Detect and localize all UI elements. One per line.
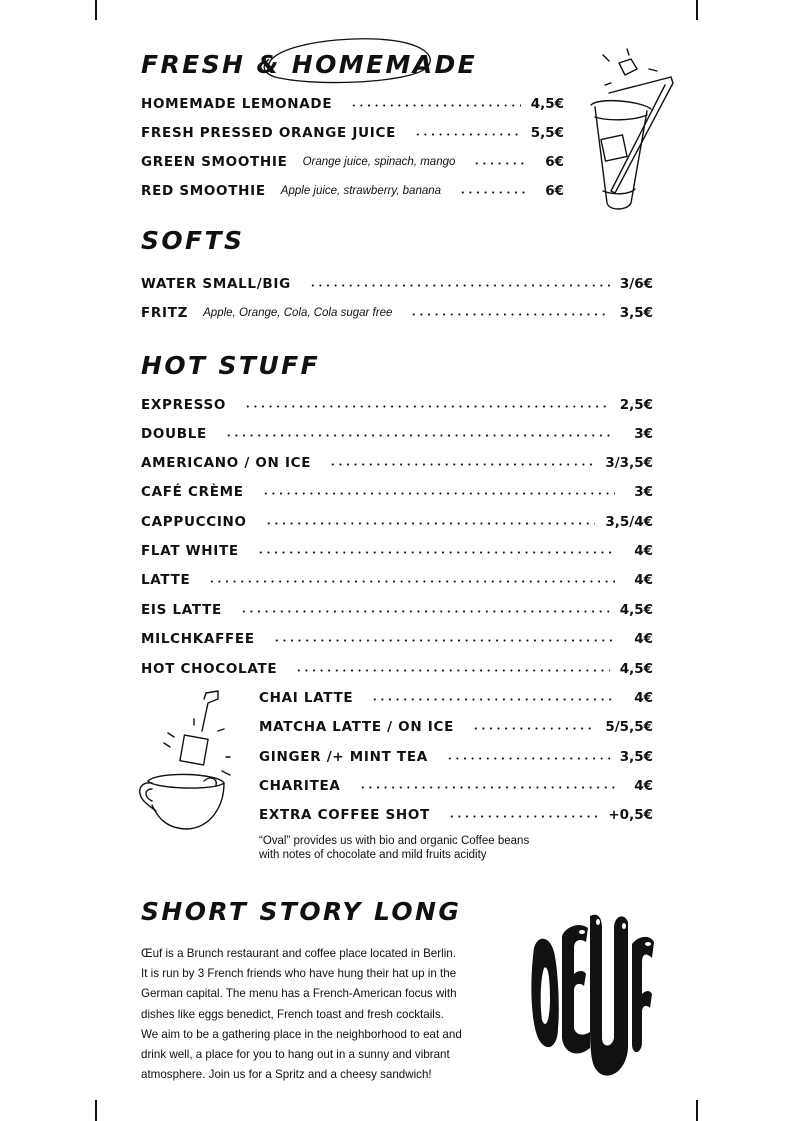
item-description: Apple juice, strawberry, banana [280, 185, 442, 197]
item-name: WATER SMALL/BIG [141, 276, 291, 292]
item-price: 4€ [634, 631, 653, 647]
menu-item-ginger-mint-tea [259, 747, 653, 767]
item-price: 5,5€ [530, 125, 564, 141]
menu-item-water [141, 274, 653, 294]
menu-item-hot-chocolate [141, 659, 653, 679]
dot-leader [448, 815, 598, 818]
menu-item-expresso [141, 395, 653, 415]
story-paragraph [141, 944, 501, 1085]
dot-leader [208, 580, 615, 583]
menu-item-orange-juice [141, 123, 564, 143]
menu-item-americano [141, 453, 653, 473]
item-price: 3,5€ [619, 305, 653, 321]
dot-leader [329, 463, 595, 466]
menu-item-chai-latte [259, 688, 653, 708]
item-price: 4,5€ [530, 96, 564, 112]
dot-leader [262, 492, 615, 495]
item-name: EIS LATTE [141, 602, 222, 618]
item-price: 4€ [634, 543, 653, 559]
dot-leader [225, 434, 615, 437]
item-price: 3,5€ [619, 749, 653, 765]
item-name: HOMEMADE LEMONADE [141, 96, 333, 112]
dot-leader [273, 639, 615, 642]
note-line-1: “Oval” provides us with bio and organic Coffee beans [259, 835, 530, 847]
section-title-story: SHORT STORY LONG [141, 897, 462, 926]
crop-mark-bottom-left [95, 1100, 97, 1121]
section-title-fresh: FRESH & HOMEMADE [141, 50, 478, 79]
story-line: It is run by 3 French friends who have hung their hat up in the [141, 967, 457, 981]
item-name: GINGER /+ MINT TEA [259, 749, 428, 765]
item-name: DOUBLE [141, 426, 207, 442]
dot-leader [350, 104, 520, 107]
crop-mark-top-right [696, 0, 698, 20]
item-price: 3/3,5€ [605, 455, 653, 471]
item-price: 4,5€ [619, 602, 653, 618]
item-price: +0,5€ [608, 807, 653, 823]
dot-leader [295, 669, 609, 672]
menu-item-matcha-latte [259, 717, 653, 737]
story-line: drink well, a place for you to hang out in a sunny and vibrant [141, 1048, 450, 1062]
item-price: 3€ [634, 426, 653, 442]
menu-item-cappuccino [141, 512, 653, 532]
item-price: 2,5€ [619, 397, 653, 413]
item-price: 4,5€ [619, 661, 653, 677]
dot-leader [414, 133, 521, 136]
dot-leader [472, 727, 595, 730]
dot-leader [244, 405, 610, 408]
note-line-2: with notes of chocolate and mild fruits acidity [259, 849, 487, 861]
dot-leader [446, 757, 610, 760]
item-name: HOT CHOCOLATE [141, 661, 278, 677]
menu-item-cafe-creme [141, 482, 653, 502]
item-name: MATCHA LATTE / ON ICE [259, 719, 455, 735]
drink-glass-icon [585, 45, 685, 215]
section-title-hot-stuff: HOT STUFF [141, 351, 321, 380]
oeuf-logo [528, 908, 658, 1088]
menu-item-double [141, 424, 653, 444]
dot-leader [309, 284, 610, 287]
menu-item-milchkaffee [141, 629, 653, 649]
story-line: We aim to be a gathering place in the neighborhood to eat and [141, 1027, 462, 1041]
section-title-softs: SOFTS [141, 226, 245, 255]
menu-item-green-smoothie [141, 152, 564, 172]
item-name: CAFÉ CRÈME [141, 484, 244, 500]
item-name: FRESH PRESSED ORANGE JUICE [141, 125, 396, 141]
menu-item-charitea [259, 776, 653, 796]
item-name: CHAI LATTE [259, 690, 354, 706]
menu-item-homemade-lemonade [141, 94, 564, 114]
dot-leader [359, 786, 615, 789]
tea-cup-icon [138, 685, 248, 835]
item-price: 3,5/4€ [605, 514, 653, 530]
dot-leader [473, 162, 526, 165]
story-line: Œuf is a Brunch restaurant and coffee place located in Berlin. [141, 947, 456, 960]
item-name: FLAT WHITE [141, 543, 239, 559]
item-name: MILCHKAFFEE [141, 631, 255, 647]
item-description: Orange juice, spinach, mango [302, 156, 456, 168]
item-price: 6€ [545, 154, 564, 170]
item-name: GREEN SMOOTHIE [141, 154, 288, 170]
dot-leader [371, 698, 615, 701]
story-line: German capital. The menu has a French-American focus with [141, 987, 457, 1001]
menu-item-red-smoothie [141, 181, 564, 201]
item-name: CAPPUCCINO [141, 514, 247, 530]
coffee-bean-note [259, 834, 579, 862]
menu-item-fritz [141, 303, 653, 323]
menu-item-latte [141, 570, 653, 590]
item-name: EXPRESSO [141, 397, 227, 413]
item-name: EXTRA COFFEE SHOT [259, 807, 430, 823]
item-price: 3€ [634, 484, 653, 500]
item-price: 4€ [634, 778, 653, 794]
story-line: atmosphere. Join us for a Spritz and a cheesy sandwich! [141, 1068, 432, 1082]
item-name: RED SMOOTHIE [141, 183, 266, 199]
item-name: CHARITEA [259, 778, 341, 794]
dot-leader [459, 191, 526, 194]
crop-mark-top-left [95, 0, 97, 20]
item-name: LATTE [141, 572, 191, 588]
item-name: AMERICANO / ON ICE [141, 455, 312, 471]
dot-leader [265, 522, 596, 525]
menu-item-eis-latte [141, 600, 653, 620]
item-price: 5/5,5€ [605, 719, 653, 735]
item-price: 4€ [634, 690, 653, 706]
item-price: 4€ [634, 572, 653, 588]
item-description: Apple, Orange, Cola, Cola sugar free [203, 307, 393, 319]
dot-leader [240, 610, 610, 613]
title-oval-doodle [255, 33, 435, 93]
crop-mark-bottom-right [696, 1100, 698, 1121]
story-line: dishes like eggs benedict, French toast and fresh cocktails. [141, 1007, 444, 1021]
item-price: 3/6€ [619, 276, 653, 292]
item-price: 6€ [545, 183, 564, 199]
dot-leader [410, 313, 609, 316]
menu-item-extra-coffee-shot [259, 805, 653, 825]
dot-leader [257, 551, 615, 554]
item-name: FRITZ [141, 305, 189, 321]
menu-item-flat-white [141, 541, 653, 561]
